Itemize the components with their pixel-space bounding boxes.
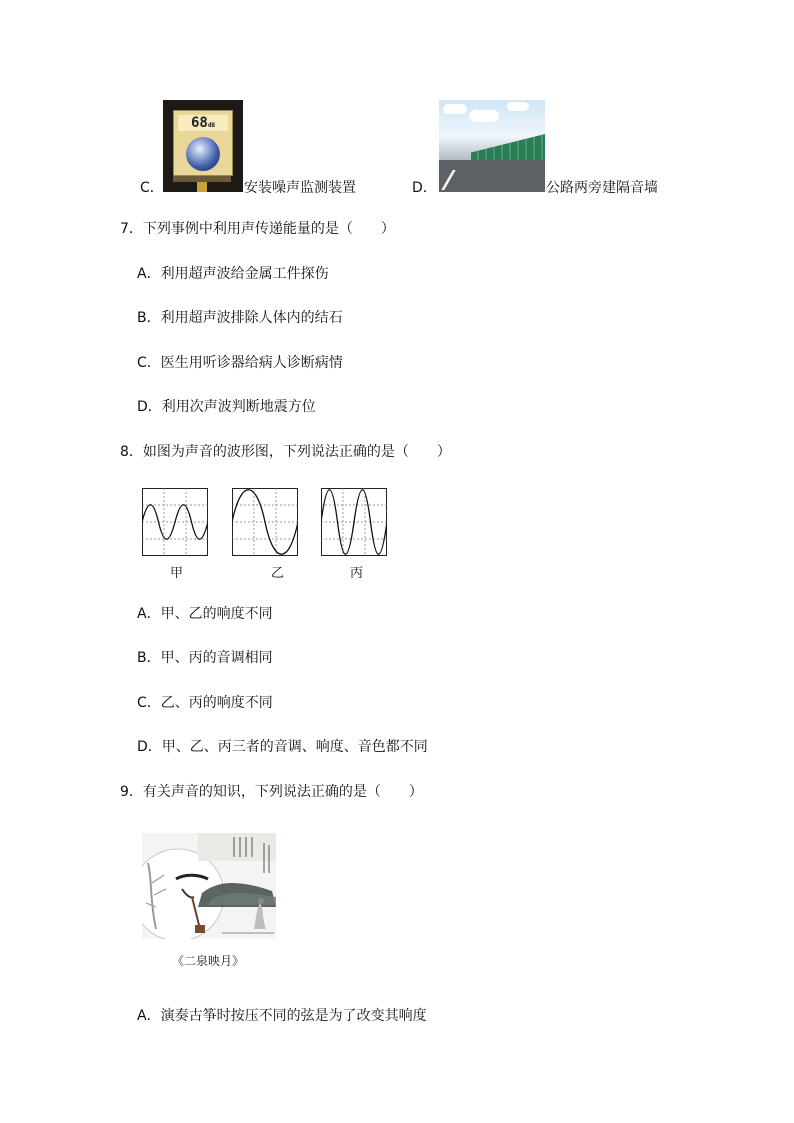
ink-painting-graphic bbox=[142, 833, 276, 939]
wave-label-jia: 甲 bbox=[170, 566, 184, 581]
q8-option-b: B．甲、丙的音调相同 bbox=[137, 650, 273, 666]
q8-option-c: C．乙、丙的响度不同 bbox=[137, 695, 273, 711]
road bbox=[439, 160, 545, 192]
erquan-painting bbox=[142, 833, 276, 939]
q8-stem: 8．如图为声音的波形图，下列说法正确的是（ ） bbox=[120, 444, 451, 460]
q7-stem: 7．下列事例中利用声传递能量的是（ ） bbox=[120, 221, 395, 237]
monitor-screen bbox=[173, 110, 233, 176]
q8-option-a: A．甲、乙的响度不同 bbox=[137, 606, 273, 622]
q7-option-d: D．利用次声波判断地震方位 bbox=[137, 399, 316, 415]
option-d-caption: 公路两旁建隔音墙 bbox=[546, 180, 658, 196]
noise-monitor-photo bbox=[163, 100, 243, 192]
wave-label-yi: 乙 bbox=[271, 566, 285, 581]
q7-option-a: A．利用超声波给金属工件探伤 bbox=[137, 266, 329, 282]
wave-label-bing: 丙 bbox=[350, 566, 364, 581]
q7-option-c: C．医生用听诊器给病人诊断病情 bbox=[137, 355, 343, 371]
option-c-caption: 安装噪声监测装置 bbox=[244, 180, 356, 196]
q9-option-a: A．演奏古筝时按压不同的弦是为了改变其响度 bbox=[137, 1008, 427, 1024]
decibel-readout: 68dB bbox=[178, 115, 228, 131]
q8-option-d: D．甲、乙、丙三者的音调、响度、音色都不同 bbox=[137, 739, 428, 755]
waveform-jia bbox=[142, 488, 208, 556]
option-c-label: C． bbox=[140, 180, 164, 196]
q9-stem: 9．有关声音的知识，下列说法正确的是（ ） bbox=[120, 784, 423, 800]
painting-caption: 《二泉映月》 bbox=[172, 954, 245, 968]
camera-lens-icon bbox=[186, 137, 220, 171]
waveform-yi bbox=[232, 488, 298, 556]
q7-option-b: B．利用超声波排除人体内的结石 bbox=[137, 310, 343, 326]
option-d-label: D． bbox=[412, 180, 437, 196]
waveform-bing bbox=[321, 488, 387, 556]
sound-barrier-photo bbox=[439, 100, 545, 192]
